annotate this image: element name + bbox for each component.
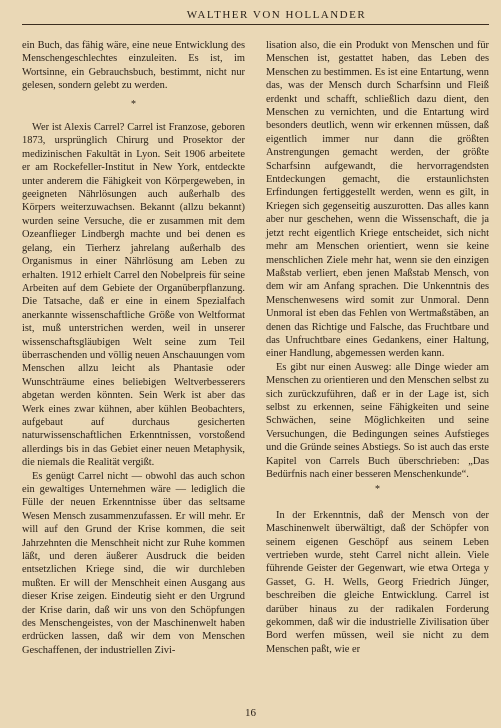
right-column: [266, 39, 489, 657]
header-rule: [22, 24, 489, 25]
section-separator: *: [131, 98, 136, 110]
paragraph: Es gibt nur einen Ausweg: alle Dinge wieder am Menschen zu orientieren und den Menschen selbst zu sich zurückzuführen, daß er in der Lage ist, sich selbst zu erkennen, seine Fähigkeiten und seine Schwächen, seine Möglichkeiten und seine Versuchungen, die Bedingungen seines Aufstieges und die Gründe seines Abstiegs. So ist auch das erste Kapitel von Carrels Buch überschrieben: „Das Bedürfnis nach einer besseren Menschenkunde“.: [266, 361, 489, 480]
paragraph: In der Erkenntnis, daß der Mensch von der Maschinenwelt überwältigt, daß der Schöpfer von seinem eigenen Geschöpf aus seinem Leben vertrieben wurde, steht Carrel nicht allein. Viele führende Geister der Gegenwart, wie etwa Ortega y Gasset, G. H. Wells, Georg Friedrich Jünger, beschreiben die gleiche Entwicklung. Carrel ist darüber hinaus zu der radikalen Forderung gekommen, daß wir die industrielle Zivilisation über Bord werfen müssen, weil sie nicht zu dem Menschen paßt, wie er: [266, 509, 489, 655]
left-column: [22, 39, 245, 657]
text-columns: [22, 39, 489, 657]
paragraph: Es genügt Carrel nicht — obwohl das auch schon ein gewaltiges Unternehmen wäre — lediglich die Fülle der neuen Erkenntnisse über das seltsame Wesen Mensch zusammenzufassen. Er will mehr. Er will auf den Grund der Krise kommen, die seit Jahrzehnten die Menschheit nicht zur Ruhe kommen läßt, und deren äußerer Ausdruck die beiden entsetzlichen Kriege sind, die wir durchleben mußten. Er will der Menschheit einen Ausgang aus dieser Krise zeigen. Eindeutig sieht er den Urgrund der Krise darin, daß wir uns von den Schöpfungen des Menschengeistes, von der Maschinenwelt haben erdrücken lassen, daß wir dem von Menschen Geschaffenen, der industriellen Zivi-: [22, 470, 245, 656]
running-head: WALTHER VON HOLLANDER: [186, 9, 367, 21]
paragraph: ein Buch, das fähig wäre, eine neue Entwicklung des Menschengeschlechtes einzuleiten. Es ist, im Wortsinne, ein Gebrauchsbuch, bestimmt, nicht nur gelesen, sondern gelebt zu werden.: [22, 40, 245, 92]
paragraph: lisation also, die ein Produkt von Menschen und für Menschen ist, gestattet haben, das Leben des Menschen zu bestimmen. Es ist eine Entartung, wenn das, was der Mensch durch Scharfsinn und Fleiß erdenkt und schafft, schließlich dazu dient, den Menschen zu vernichten, und die Entartung wird besonders deutlich, wenn wir erkennen müssen, daß eigentlich immer nur dann die größten Anstrengungen gemacht werden, der größte Scharfsinn aufgewandt, die hervorragendsten Entdeckungen gemacht, die erstaunlichsten Erfindungen fertiggestellt werden, wenn es gilt, in Kriegen sich gegenseitig auszurotten. Das alles kann aber nur geschehen, wenn die Wissenschaft, die ja jetzt recht eigentlich Kriege entscheidet, sich nicht mehr am Menschen orientiert, wenn sie keine menschlichen Ziele mehr hat, wenn sie den einzigen Maßstab verliert, eben jenen Maßstab Mensch, von dem wir am Anfang sprachen. Die Unkenntnis des Menschenwesens wird somit zur Unmoral. Denn Unmoral ist eben das Fehlen von Wertmaßstäben, an denen das Richtige und Falsche, das Fruchtbare und das Unfruchtbare eines Gedankens, einer Haltung, einer Handlung, abgemessen werden kann.: [266, 40, 489, 360]
paragraph: Wer ist Alexis Carrel? Carrel ist Franzose, geboren 1873, ursprünglich Chirurg und Prosektor der medizinischen Fakultät in Lyon. Seit 1906 arbeitete er am Rockefeller-Institut in New York, entdeckte unter anderem die Fähigkeit von Körpergeweben, in geeigneten Nährlösungen auch außerhalb des Körpers weiterzuwachsen. Bekannt (allzu bekannt) wurden seine Versuche, die er zusammen mit dem Ozeanflieger Lindbergh machte und bei denen es gelang, ein Tierherz jahrelang außerhalb des Organismus in einer Nährlösung am Leben zu erhalten. 1912 erhielt Carrel den Nobelpreis für seine Arbeiten auf dem Gebiete der Organüberpflanzung. Die Tatsache, daß er eine in einem Spezialfach anerkannte wissenschaftliche Größe von Weltformat ist, muß unterstrichen werden, weil in unserer wissenschaftsgläubigen Welt seine zum Teil überraschenden und völlig neuen Anschauungen vom Menschen allzu leicht als Phantasie oder Wunschträume eines beliebigen Weltverbesserers abgetan werden könnten. Sein Werk ist aber das Werk eines zwar kühnen, aber kühlen Beobachters, aufgebaut auf durchaus gesicherten naturwissenschaftlichen Erkenntnissen, vorstoßend allerdings bis in das Gebiet einer neuen Metaphysik, die niemals die Realität vergißt.: [22, 122, 245, 469]
page-number: 16: [245, 707, 256, 719]
section-separator: *: [375, 484, 380, 496]
